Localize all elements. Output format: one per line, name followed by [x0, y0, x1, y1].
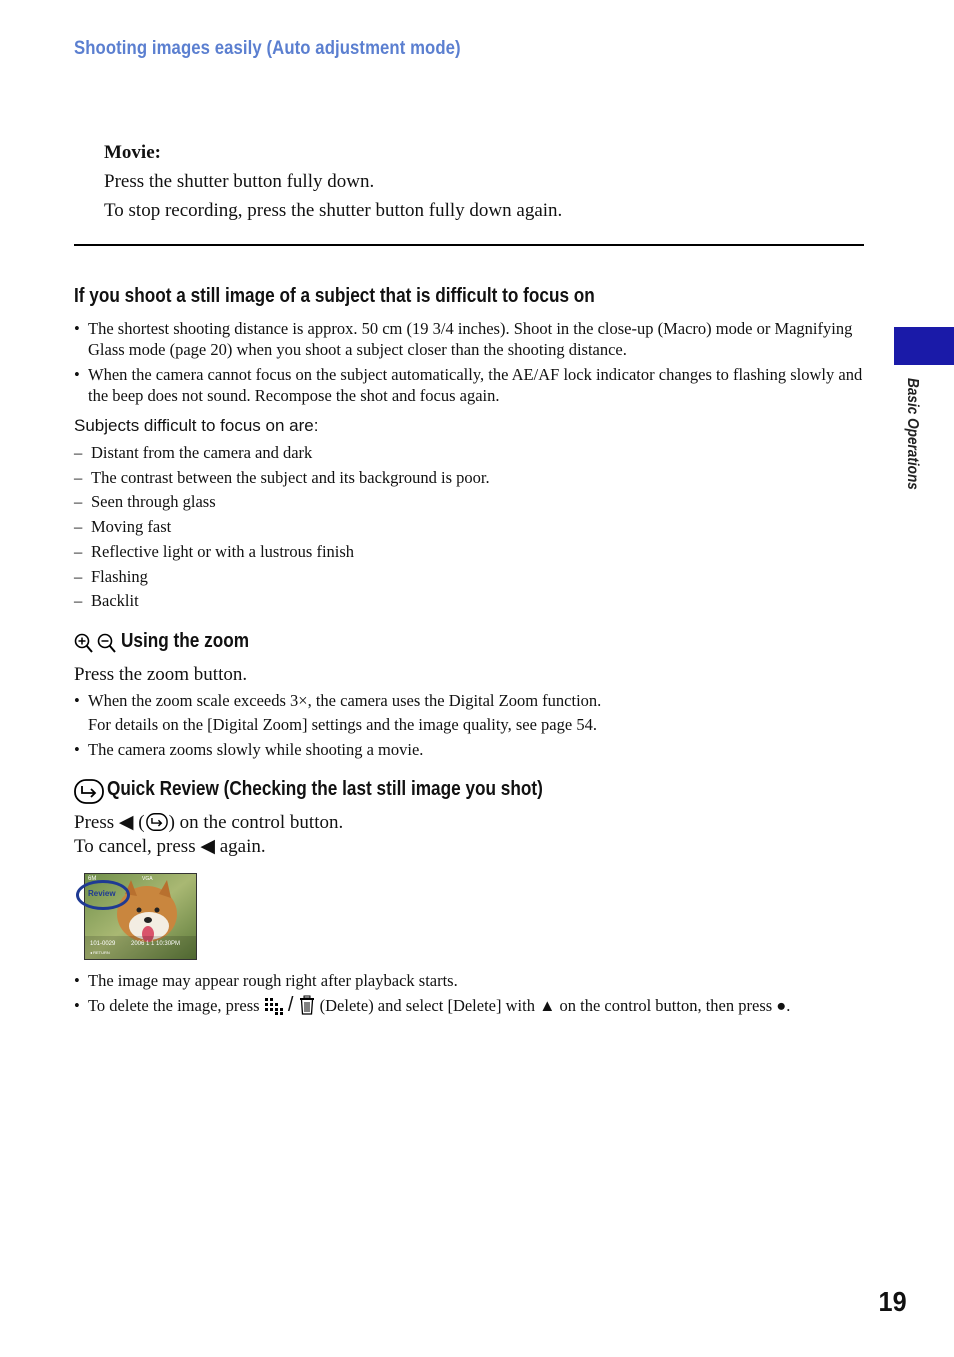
- zoom-in-icon: [74, 633, 94, 655]
- focus-bullet-1-text: The shortest shooting distance is approx. 50 cm (19 3/4 inches). Shoot in the close-up (Macro) mode or Magnifying Glass mode (page 20) when you shoot a subject closer than the shooting distance.: [88, 319, 853, 359]
- zoom-intro: Press the zoom button.: [74, 664, 248, 685]
- section-tab: [894, 327, 954, 365]
- date-stamp: 2006 1 1 10:30PM: [131, 941, 181, 947]
- review-bullet-1: • The image may appear rough right after playback starts.: [74, 970, 864, 991]
- review-cancel: To cancel, press ◀ again.: [74, 836, 266, 857]
- return-label: ◂ RETURN: [90, 950, 110, 955]
- subject-item: – The contrast between the subject and its background is poor.: [74, 468, 490, 487]
- page-number: 19: [878, 1286, 907, 1317]
- trash-icon: [298, 995, 316, 1015]
- focus-bullet-2: • When the camera cannot focus on the subject automatically, the AE/AF lock indicator changes to flashing slowly and the beep does not sound. Recompose the shot and focus again.: [74, 365, 863, 405]
- review-label: Review: [88, 889, 116, 898]
- zoom-out-icon: [97, 633, 117, 655]
- image-size-label: 6M: [88, 876, 97, 882]
- zoom-bullet-2: • The camera zooms slowly while shooting a movie.: [74, 739, 864, 760]
- subjects-title: Subjects difficult to focus on are:: [74, 416, 319, 435]
- subject-item: – Flashing: [74, 567, 148, 586]
- zoom-bullet-1-text-2: For details on the [Digital Zoom] settings and the image quality, see page 54.: [88, 715, 597, 734]
- page-header: Shooting images easily (Auto adjustment mode): [74, 38, 461, 59]
- index-icon: [264, 997, 284, 1015]
- movie-line-2: To stop recording, press the shutter button fully down again.: [104, 200, 563, 221]
- focus-bullet-1: • The shortest shooting distance is approx. 50 cm (19 3/4 inches). Shoot in the close-up (Macro) mode or Magnifying Glass mode (page 20) when you shoot a subject closer than the shooting distance.: [74, 318, 864, 362]
- movie-line-1: Press the shutter button fully down.: [104, 171, 375, 192]
- review-instruction: Press ◀ ( ) on the control button.: [74, 812, 344, 833]
- section-tab-label: Basic Operations: [904, 378, 921, 490]
- quick-review-icon: [74, 779, 104, 804]
- subject-item: – Distant from the camera and dark: [74, 443, 313, 462]
- zoom-bullet-1-cont: [74, 714, 864, 735]
- subject-item: – Seen through glass: [74, 492, 216, 511]
- quality-label: VGA: [142, 876, 153, 882]
- zoom-bullet-1: • When the zoom scale exceeds 3×, the camera uses the Digital Zoom function.: [74, 690, 864, 711]
- zoom-heading: Using the zoom: [121, 630, 250, 652]
- review-bullet-2: • To delete the image, press / (Delete) and select [Delete] with ▲ on the control button, then press ●.: [74, 994, 791, 1016]
- quick-review-icon-inline: [146, 813, 168, 831]
- focus-bullet-2-text: When the camera cannot focus on the subject automatically, the AE/AF lock indicator changes to flashing slowly and the beep does not sound. Recompose the shot and focus again.: [88, 365, 863, 405]
- subject-item: – Reflective light or with a lustrous finish: [74, 542, 355, 561]
- section-divider: [74, 244, 864, 246]
- review-bullet-1-text: The image may appear rough right after playback starts.: [88, 971, 458, 990]
- movie-label: Movie:: [104, 142, 161, 163]
- subject-item: – Backlit: [74, 591, 139, 610]
- focus-heading: If you shoot a still image of a subject that is difficult to focus on: [74, 285, 595, 307]
- zoom-bullet-2-text: The camera zooms slowly while shooting a movie.: [88, 740, 424, 759]
- subject-item: – Moving fast: [74, 517, 172, 536]
- review-heading: Quick Review (Checking the last still image you shot): [107, 778, 543, 800]
- zoom-bullet-1-text: When the zoom scale exceeds 3×, the camera uses the Digital Zoom function.: [88, 691, 602, 710]
- file-number: 101-0029: [90, 941, 116, 947]
